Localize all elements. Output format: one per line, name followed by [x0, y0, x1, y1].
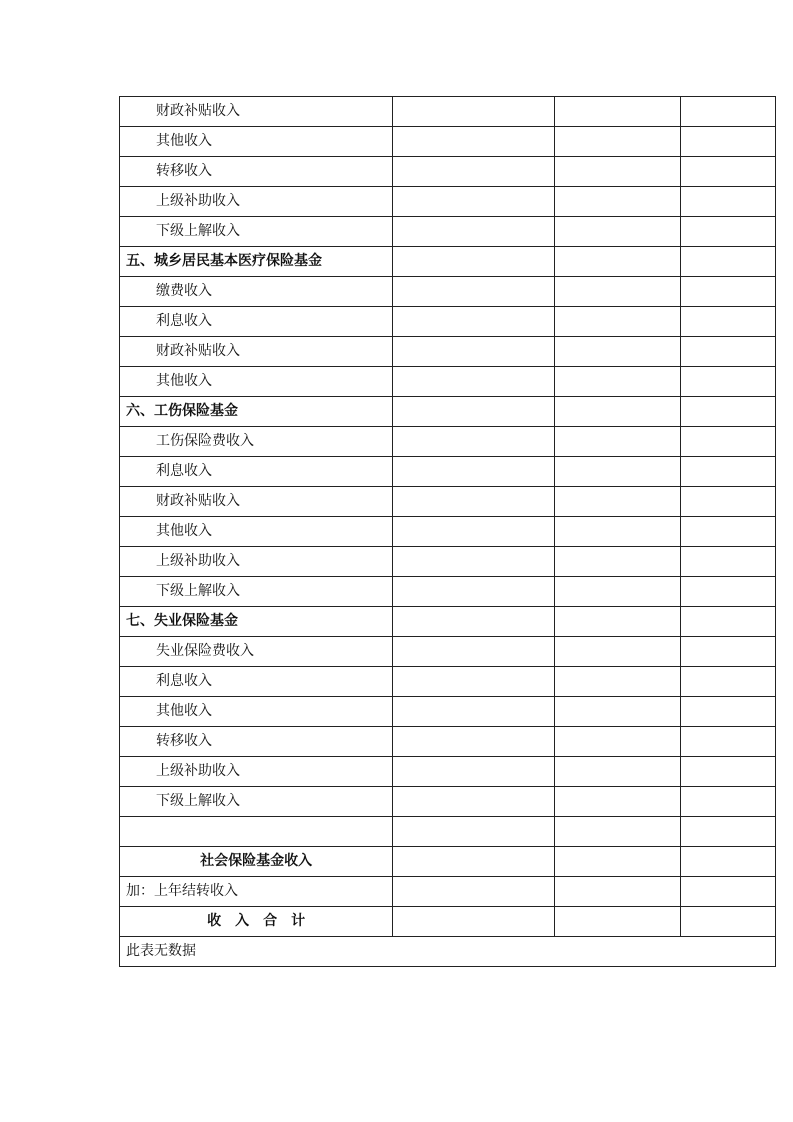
table-row	[120, 727, 776, 757]
row-label: 其他收入	[120, 697, 393, 727]
value-cell-3	[680, 457, 775, 487]
value-cell-3	[680, 547, 775, 577]
value-cell-1	[393, 637, 555, 667]
value-cell-3	[680, 427, 775, 457]
value-cell-3	[680, 727, 775, 757]
table-row	[120, 517, 776, 547]
value-cell-2	[554, 757, 680, 787]
row-label: 六、工伤保险基金	[120, 397, 393, 427]
value-cell-2	[554, 607, 680, 637]
value-cell-2	[554, 217, 680, 247]
value-cell-2	[554, 247, 680, 277]
value-cell-3	[680, 847, 775, 877]
value-cell-2	[554, 907, 680, 937]
row-label: 财政补贴收入	[120, 97, 393, 127]
value-cell-1	[393, 907, 555, 937]
value-cell-3	[680, 637, 775, 667]
table-row	[120, 337, 776, 367]
table-row	[120, 397, 776, 427]
row-label: 下级上解收入	[120, 577, 393, 607]
value-cell-1	[393, 727, 555, 757]
value-cell-3	[680, 277, 775, 307]
table-row	[120, 697, 776, 727]
table-row	[120, 367, 776, 397]
value-cell-1	[393, 337, 555, 367]
row-label: 财政补贴收入	[120, 487, 393, 517]
value-cell-1	[393, 367, 555, 397]
value-cell-1	[393, 577, 555, 607]
value-cell-1	[393, 607, 555, 637]
value-cell-3	[680, 577, 775, 607]
table-row	[120, 427, 776, 457]
value-cell-2	[554, 877, 680, 907]
row-label: 其他收入	[120, 127, 393, 157]
value-cell-2	[554, 847, 680, 877]
value-cell-3	[680, 217, 775, 247]
value-cell-2	[554, 817, 680, 847]
value-cell-1	[393, 307, 555, 337]
value-cell-2	[554, 637, 680, 667]
table-row	[120, 667, 776, 697]
row-label: 上级补助收入	[120, 547, 393, 577]
table-row	[120, 637, 776, 667]
value-cell-2	[554, 307, 680, 337]
value-cell-1	[393, 877, 555, 907]
value-cell-2	[554, 277, 680, 307]
value-cell-1	[393, 157, 555, 187]
value-cell-3	[680, 667, 775, 697]
value-cell-3	[680, 907, 775, 937]
value-cell-1	[393, 757, 555, 787]
value-cell-2	[554, 787, 680, 817]
table-row	[120, 127, 776, 157]
value-cell-3	[680, 97, 775, 127]
value-cell-1	[393, 127, 555, 157]
value-cell-1	[393, 517, 555, 547]
value-cell-3	[680, 817, 775, 847]
table-note: 此表无数据	[120, 937, 776, 967]
value-cell-1	[393, 217, 555, 247]
value-cell-2	[554, 127, 680, 157]
value-cell-1	[393, 187, 555, 217]
row-label: 上级补助收入	[120, 757, 393, 787]
row-label: 失业保险费收入	[120, 637, 393, 667]
row-label: 财政补贴收入	[120, 337, 393, 367]
value-cell-2	[554, 697, 680, 727]
value-cell-1	[393, 247, 555, 277]
value-cell-2	[554, 577, 680, 607]
row-label: 利息收入	[120, 457, 393, 487]
table-row	[120, 607, 776, 637]
value-cell-2	[554, 367, 680, 397]
table-row	[120, 547, 776, 577]
row-label: 转移收入	[120, 157, 393, 187]
table-row	[120, 877, 776, 907]
row-label: 七、失业保险基金	[120, 607, 393, 637]
value-cell-1	[393, 787, 555, 817]
value-cell-1	[393, 847, 555, 877]
row-label: 下级上解收入	[120, 787, 393, 817]
fund-income-table	[119, 96, 776, 967]
row-label: 收入合计	[120, 907, 393, 937]
value-cell-2	[554, 457, 680, 487]
value-cell-1	[393, 97, 555, 127]
value-cell-3	[680, 367, 775, 397]
value-cell-1	[393, 457, 555, 487]
table-row	[120, 247, 776, 277]
value-cell-2	[554, 667, 680, 697]
value-cell-1	[393, 487, 555, 517]
value-cell-3	[680, 697, 775, 727]
value-cell-2	[554, 487, 680, 517]
value-cell-2	[554, 727, 680, 757]
value-cell-1	[393, 697, 555, 727]
table-row	[120, 217, 776, 247]
table-row	[120, 277, 776, 307]
value-cell-3	[680, 607, 775, 637]
value-cell-2	[554, 547, 680, 577]
value-cell-1	[393, 277, 555, 307]
row-label: 其他收入	[120, 517, 393, 547]
value-cell-3	[680, 307, 775, 337]
value-cell-3	[680, 127, 775, 157]
value-cell-2	[554, 97, 680, 127]
value-cell-3	[680, 187, 775, 217]
row-label: 利息收入	[120, 667, 393, 697]
table-row	[120, 787, 776, 817]
row-label: 五、城乡居民基本医疗保险基金	[120, 247, 393, 277]
table-row	[120, 307, 776, 337]
value-cell-3	[680, 247, 775, 277]
value-cell-3	[680, 337, 775, 367]
value-cell-1	[393, 427, 555, 457]
row-label: 社会保险基金收入	[120, 847, 393, 877]
row-label: 利息收入	[120, 307, 393, 337]
note-row	[120, 937, 776, 967]
row-label	[120, 817, 393, 847]
value-cell-1	[393, 667, 555, 697]
table-row	[120, 97, 776, 127]
row-label: 上级补助收入	[120, 187, 393, 217]
row-label: 转移收入	[120, 727, 393, 757]
table-row	[120, 487, 776, 517]
table-row	[120, 907, 776, 937]
value-cell-3	[680, 877, 775, 907]
value-cell-2	[554, 337, 680, 367]
value-cell-3	[680, 397, 775, 427]
table-row	[120, 187, 776, 217]
row-label: 工伤保险费收入	[120, 427, 393, 457]
row-label: 下级上解收入	[120, 217, 393, 247]
table-row	[120, 817, 776, 847]
value-cell-1	[393, 397, 555, 427]
table-row	[120, 157, 776, 187]
value-cell-2	[554, 157, 680, 187]
value-cell-2	[554, 517, 680, 547]
value-cell-1	[393, 817, 555, 847]
row-label: 加：上年结转收入	[120, 877, 393, 907]
value-cell-2	[554, 187, 680, 217]
value-cell-3	[680, 787, 775, 817]
value-cell-1	[393, 547, 555, 577]
row-label: 缴费收入	[120, 277, 393, 307]
table-row	[120, 457, 776, 487]
value-cell-3	[680, 757, 775, 787]
value-cell-3	[680, 487, 775, 517]
table-row	[120, 757, 776, 787]
value-cell-2	[554, 397, 680, 427]
row-label: 其他收入	[120, 367, 393, 397]
table-row	[120, 577, 776, 607]
value-cell-3	[680, 157, 775, 187]
value-cell-2	[554, 427, 680, 457]
table-row	[120, 847, 776, 877]
table-body	[120, 97, 776, 967]
value-cell-3	[680, 517, 775, 547]
